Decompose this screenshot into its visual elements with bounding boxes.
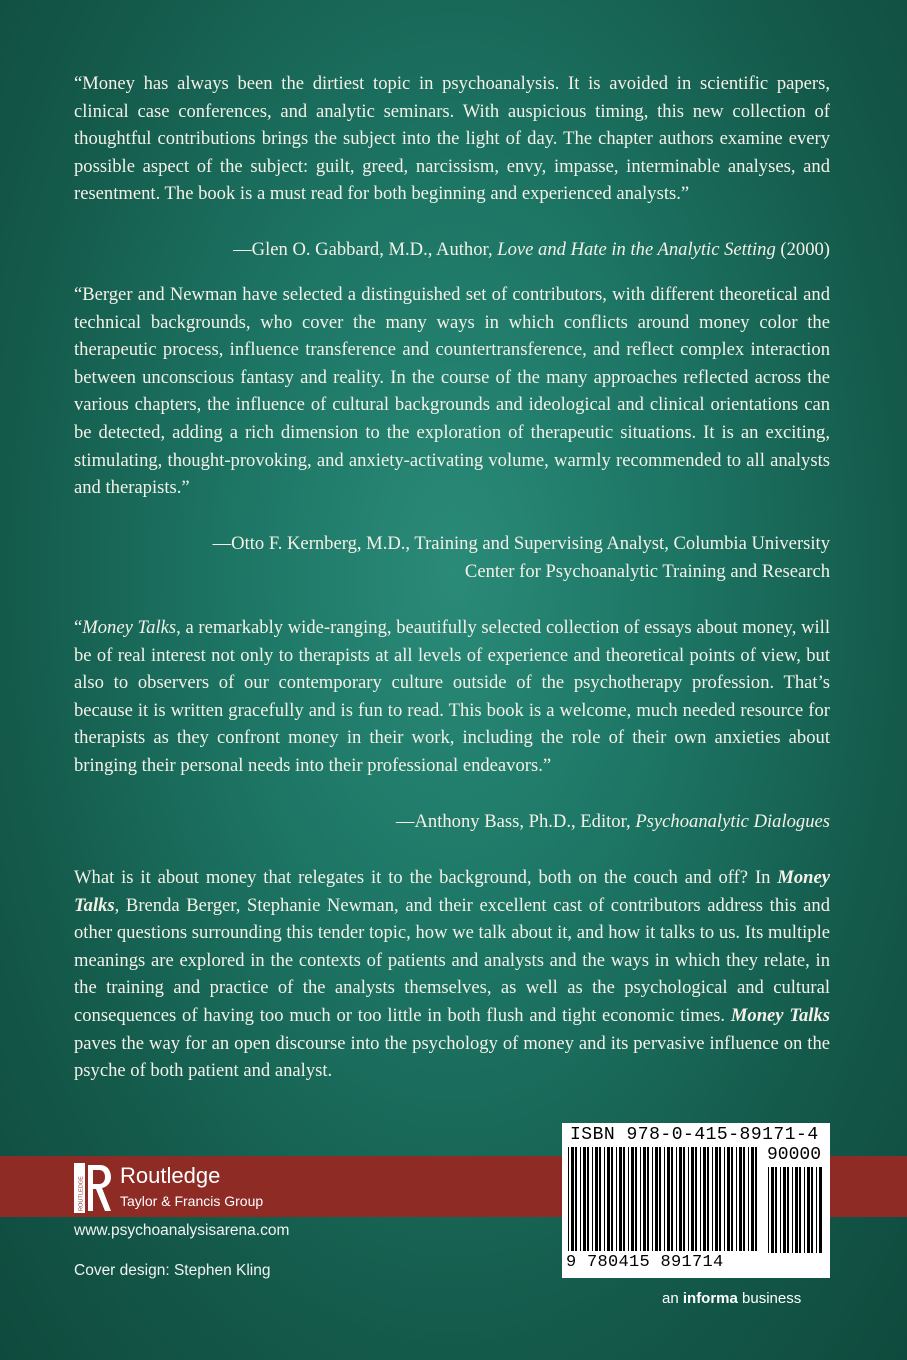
quote-kernberg-text: “Berger and Newman have selected a distinguished set of contributors, with different theoretical and technical backgrounds, who cover the many ways in which conflicts around money color the therapeutic process, influence transference and countertransference, and reflect complex interaction between unconscious fantasy and reality. In the course of the many approaches reflected across the various chapters, the influence of cultural backgrounds and ideological and clinical orientations can be detected, adding a rich dimension to the exploration of therapeutic situations. It is an exciting, stimulating, thought-provoking, and anxiety-activating volume, warmly recommended to all analysts and therapists.”: [74, 284, 830, 499]
barcode-addon-bars: [768, 1167, 824, 1255]
publisher-group: Taylor & Francis Group: [120, 1193, 264, 1209]
attribution-bass-journal: Psychoanalytic Dialogues: [635, 811, 830, 832]
price-code: 90000: [767, 1145, 822, 1165]
cover-design-credit: Cover design: Stephen Kling: [74, 1262, 271, 1279]
ean-digits: 9 780415 891714: [566, 1253, 724, 1272]
quote-kernberg-attribution: [74, 530, 830, 585]
logo-side-text: ROUTLEDGE: [78, 1176, 85, 1211]
publisher-website[interactable]: www.psychoanalysisarena.com: [74, 1222, 290, 1239]
quote-gabbard: [74, 70, 830, 208]
quote-gabbard-attribution: [74, 236, 830, 264]
publisher-name: Routledge: [120, 1163, 221, 1188]
description-part1: What is it about money that relegates it to the background, both on the couch and off? In: [74, 867, 778, 888]
book-description: [74, 864, 830, 1085]
routledge-logo-icon: [74, 1163, 112, 1213]
quote-bass: [74, 614, 830, 780]
description-part2: , Brenda Berger, Stephanie Newman, and their excellent cast of contributors address this and other questions surrounding this tender topic, how we talk about it, and how it talks to us. Its multiple meanings are explored in the contexts of patients and analysts and the ways in which they relate, in the training and practice of the analysts themselves, as well as the psychological and cultural consequences of having too much or too little in both flush and tight economic times.: [74, 894, 830, 1026]
quote-kernberg: [74, 281, 830, 502]
attribution-gabbard-book-title: Love and Hate in the Analytic Setting: [497, 239, 776, 260]
isbn-barcode: [562, 1123, 830, 1278]
barcode-main-bars: [568, 1147, 760, 1257]
attribution-kernberg-line2: Center for Psychoanalytic Training and Research: [464, 560, 830, 582]
informa-prefix: an: [662, 1290, 683, 1307]
quote-bass-book-title: Money Talks: [82, 617, 177, 638]
quote-bass-text: , a remarkably wide-ranging, beautifully selected collection of essays about money, will be of real interest not only to therapists at all levels of experience and theoretical points of view, but also to observers of our contemporary culture outside of the psychotherapy profession. That’s because it is written gracefully and is fun to read. This book is a welcome, much needed resource for therapists as they confront money in their work, including the role of their own anxieties about bringing their personal needs into their professional endeavors.”: [74, 617, 830, 776]
quote-gabbard-text: “Money has always been the dirtiest topic in psychoanalysis. It is avoided in scientific papers, clinical case conferences, and analytic seminars. With auspicious timing, this new collection of thoughtful contributions brings the subject into the light of day. The chapter authors examine every possible aspect of the subject: guilt, greed, narcissism, envy, impasse, interminable analyses, and resentment. The book is a must read for both beginning and experienced analysts.”: [74, 73, 830, 205]
informa-brand: informa: [682, 1290, 738, 1307]
description-title1: Money Talks: [74, 867, 830, 916]
quote-bass-open: “: [74, 617, 83, 638]
isbn-label: ISBN 978-0-415-89171-4: [570, 1125, 819, 1145]
description-part3: paves the way for an open discourse into the psychology of money and its pervasive influence on the psyche of both patient and analyst.: [74, 1032, 830, 1082]
attribution-gabbard-suffix: (2000): [775, 239, 830, 260]
attribution-kernberg-line1: —Otto F. Kernberg, M.D., Training and Supervising Analyst, Columbia University: [212, 533, 830, 554]
informa-suffix: business: [737, 1290, 802, 1307]
attribution-bass-prefix: —Anthony Bass, Ph.D., Editor,: [395, 811, 636, 832]
attribution-gabbard-prefix: —Glen O. Gabbard, M.D., Author,: [233, 239, 498, 260]
informa-business: [662, 1290, 801, 1307]
description-title2: Money Talks: [730, 1004, 830, 1026]
quote-bass-attribution: [74, 808, 830, 836]
